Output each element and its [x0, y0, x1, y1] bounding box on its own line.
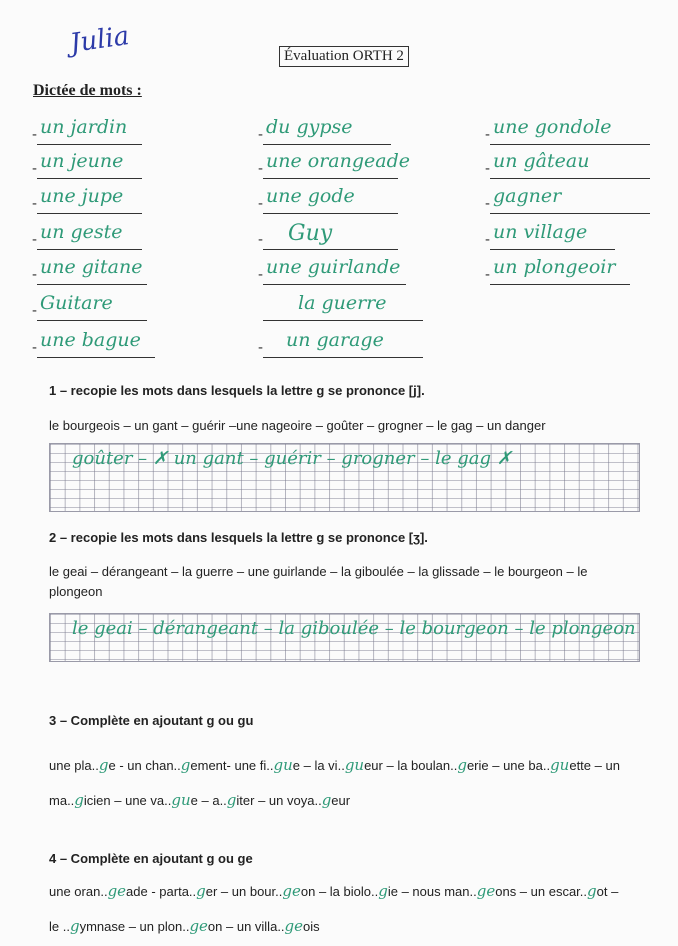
dots: ..: [542, 758, 551, 773]
dots: ..: [219, 793, 227, 808]
dash: -: [485, 231, 490, 248]
question-4-line-2: [49, 916, 659, 937]
filled-blank: ge: [476, 882, 496, 900]
dots: ..: [469, 884, 477, 899]
question-3-line-1: [49, 755, 659, 776]
dictation-item: [258, 329, 423, 367]
question-2-text: le geai – dérangeant – la guerre – une guirlande – la giboulée – la glissade – le bourgeon – le plongeon: [49, 564, 588, 599]
page-title: Évaluation ORTH 2: [279, 46, 409, 67]
handwritten-word: un garage: [286, 329, 384, 351]
dash: -: [258, 266, 263, 283]
handwritten-word: une gode: [266, 185, 355, 207]
dictation-item: [258, 185, 398, 223]
handwritten-word: un gâteau: [493, 150, 590, 172]
dictation-item: [32, 329, 157, 367]
question-2-heading: 2 – recopie les mots dans lesquels la lettre g se prononce [ʒ].: [49, 530, 428, 545]
handwritten-word: la guerre: [298, 292, 387, 314]
dash: -: [258, 126, 263, 143]
filled-blank: ge: [189, 917, 208, 935]
answer-line: [263, 284, 406, 285]
filled-blank: g: [98, 756, 109, 774]
answer-line: [490, 284, 630, 285]
handwritten-word: un village: [493, 221, 588, 243]
handwritten-word: Guy: [288, 221, 333, 246]
dots: ..: [275, 884, 283, 899]
dash: -: [485, 126, 490, 143]
question-1-heading: 1 – recopie les mots dans lesquels la lettre g se prononce [j].: [49, 383, 425, 398]
text-segment: e - un chan: [108, 758, 174, 773]
dictation-item: [32, 150, 152, 188]
filled-blank: g: [226, 791, 237, 809]
handwritten-word: du gypse: [266, 116, 353, 138]
text-segment: ons – un escar: [495, 884, 580, 899]
text-segment: er – un bour: [205, 884, 276, 899]
filled-blank: gu: [273, 756, 293, 774]
answer-line: [263, 213, 398, 214]
answer-line: [263, 357, 423, 358]
question-3-heading: 3 – Complète en ajoutant g ou gu: [49, 713, 254, 728]
answer-line: [37, 144, 142, 145]
dash: -: [485, 160, 490, 177]
dash: -: [32, 126, 37, 143]
answer-line: [37, 320, 147, 321]
dictation-item: [485, 221, 655, 259]
dots: ..: [266, 758, 274, 773]
filled-blank: g: [321, 791, 332, 809]
dash: -: [258, 160, 263, 177]
handwritten-word: une gitane: [40, 256, 143, 278]
dash: -: [258, 339, 263, 356]
dash: -: [485, 195, 490, 212]
dash: -: [485, 266, 490, 283]
answer-line: [490, 213, 650, 214]
dictation-item: [485, 150, 655, 188]
text-segment: ot –: [596, 884, 619, 899]
answer-line: [263, 144, 391, 145]
filled-blank: gu: [550, 756, 570, 774]
dots: ..: [100, 884, 108, 899]
text-segment: erie – une ba: [466, 758, 543, 773]
answer-line: [490, 144, 650, 145]
dots: ..: [314, 793, 322, 808]
dots: ..: [579, 884, 588, 899]
filled-blank: gu: [344, 756, 365, 774]
text-segment: icien – une va: [83, 793, 165, 808]
dash: -: [32, 231, 37, 248]
dots: ..: [164, 793, 172, 808]
dash: -: [32, 195, 37, 212]
question-4-line-1: [49, 881, 659, 902]
answer-line: [37, 178, 142, 179]
handwritten-word: une bague: [40, 329, 141, 351]
question-3-line-2: [49, 790, 659, 811]
text-segment: ma: [49, 793, 68, 808]
handwritten-word: un geste: [40, 221, 123, 243]
answer-line: [263, 249, 398, 250]
question-2-answer-box: [49, 613, 640, 662]
question-1-answer-box: [49, 443, 640, 512]
text-segment: eur – la boulan: [364, 758, 451, 773]
dictation-item: [258, 221, 398, 259]
filled-blank: ge: [107, 882, 127, 900]
dash: -: [32, 160, 37, 177]
dictation-item: [485, 185, 655, 223]
dictation-item: [32, 221, 152, 259]
dictation-item: [258, 256, 408, 294]
dots: ..: [62, 919, 70, 934]
dictation-item: [258, 150, 410, 188]
text-segment: ois: [303, 919, 320, 934]
handwritten-answer: le geai – dérangeant – la giboulée – le bourgeon – le plongeon: [72, 618, 636, 639]
dictation-item: [32, 185, 152, 223]
text-segment: le: [49, 919, 63, 934]
dictation-item: [32, 256, 152, 294]
handwritten-word: une gondole: [493, 116, 612, 138]
text-segment: eur: [331, 793, 351, 808]
handwritten-answer: goûter – ✗ un gant – guérir – grogner – le gag ✗: [72, 448, 512, 469]
dots: ..: [188, 884, 197, 899]
handwritten-word: un jeune: [40, 150, 124, 172]
dash: -: [32, 339, 37, 356]
filled-blank: ge: [282, 882, 301, 900]
handwritten-word: Guitare: [40, 292, 113, 314]
filled-blank: g: [180, 756, 191, 774]
dots: ..: [182, 919, 190, 934]
filled-blank: g: [69, 917, 80, 935]
filled-blank: g: [196, 882, 206, 900]
filled-blank: g: [378, 882, 388, 900]
dictation-item: [32, 292, 152, 330]
question-1-text: le bourgeois – un gant – guérir –une nageoire – goûter – grogner – le gag – un danger: [49, 418, 546, 433]
answer-line: [37, 357, 155, 358]
dictation-item: [485, 256, 655, 294]
dash: -: [258, 231, 263, 248]
text-segment: on – un villa: [207, 919, 278, 934]
student-signature: Julia: [68, 21, 132, 59]
section-heading: Dictée de mots :: [33, 82, 142, 99]
answer-line: [490, 178, 650, 179]
text-segment: e – la vi: [292, 758, 338, 773]
answer-line: [263, 178, 398, 179]
handwritten-word: gagner: [493, 185, 562, 207]
dots: ..: [337, 758, 345, 773]
handwritten-word: une jupe: [40, 185, 124, 207]
text-segment: ement- une fi: [190, 758, 267, 773]
filled-blank: g: [74, 791, 84, 809]
answer-line: [37, 249, 142, 250]
answer-line: [263, 320, 423, 321]
dots: ..: [450, 758, 458, 773]
text-segment: une oran: [49, 884, 101, 899]
text-segment: une pla: [49, 758, 92, 773]
answer-line: [37, 284, 147, 285]
text-segment: ade - parta: [126, 884, 189, 899]
dots: ..: [67, 793, 75, 808]
answer-line: [490, 249, 615, 250]
dots: ..: [91, 758, 99, 773]
answer-line: [37, 213, 142, 214]
text-segment: ette – un: [569, 758, 620, 773]
text-segment: ie – nous man: [387, 884, 470, 899]
handwritten-word: une guirlande: [266, 256, 401, 278]
dictation-item: [258, 292, 423, 330]
question-4-heading: 4 – Complète en ajoutant g ou ge: [49, 851, 253, 866]
handwritten-word: un plongeoir: [493, 256, 616, 278]
dash: -: [258, 195, 263, 212]
dots: ..: [371, 884, 379, 899]
filled-blank: ge: [284, 917, 304, 935]
filled-blank: gu: [171, 791, 191, 809]
text-segment: iter – un voya: [236, 793, 315, 808]
dots: ..: [173, 758, 181, 773]
handwritten-word: une orangeade: [266, 150, 410, 172]
dash: -: [32, 302, 37, 319]
handwritten-word: un jardin: [40, 116, 128, 138]
text-segment: on – la biolo: [300, 884, 371, 899]
text-segment: e – a: [190, 793, 220, 808]
filled-blank: g: [457, 756, 467, 774]
filled-blank: g: [587, 882, 597, 900]
dots: ..: [277, 919, 285, 934]
dash: -: [32, 266, 37, 283]
text-segment: ymnase – un plon: [79, 919, 183, 934]
